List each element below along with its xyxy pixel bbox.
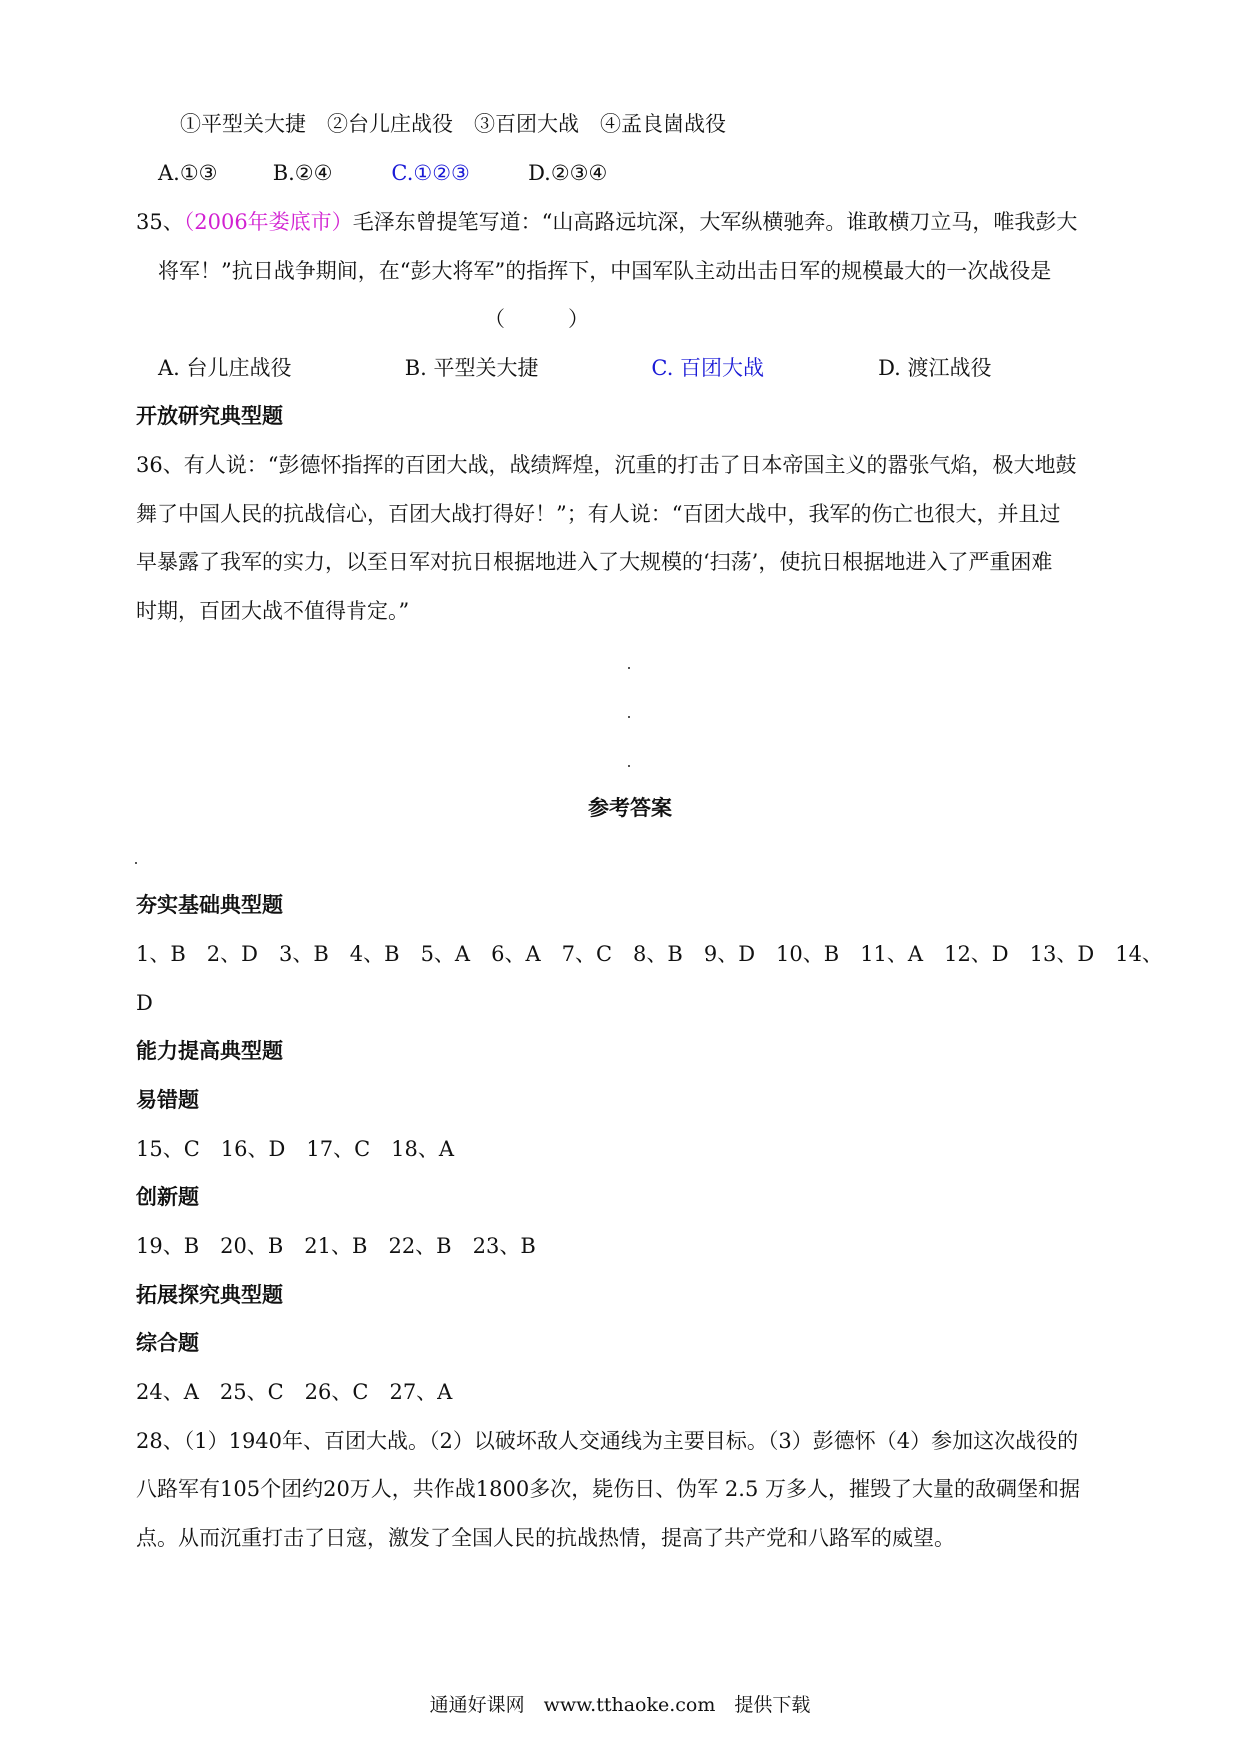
error-answers: 15、C 16、D 17、C 18、A	[136, 1137, 455, 1161]
q36-line1: 36、有人说：“彭德怀指挥的百团大战，战绩辉煌，沉重的打击了日本帝国主义的嚣张气焰，极大地鼓	[136, 453, 1077, 477]
comprehensive-section-title: 综合题	[136, 1330, 199, 1355]
q35-text1: 毛泽东曾提笔写道：“山高路远坑深，大军纵横驰奔。谁敢横刀立马，唯我彭大	[352, 210, 1078, 234]
scan-dot	[628, 716, 630, 718]
q35-source: （2006年娄底市）	[183, 210, 353, 234]
q35-option-b: B. 平型关大捷	[404, 356, 539, 380]
q35-line1	[136, 207, 1077, 237]
ability-section-title: 能力提高典型题	[136, 1038, 283, 1063]
innovate-answers: 19、B 20、B 21、B 22、B 23、B	[136, 1234, 536, 1258]
q35-number: 35、	[136, 210, 184, 234]
basic-section-title: 夯实基础典型题	[136, 892, 283, 917]
q28-line1: 28、（1）1940年、百团大战。（2）以破坏敌人交通线为主要目标。（3）彭德怀（4）参加这次战役的	[136, 1429, 1079, 1453]
q35-line2: 将军！”抗日战争期间，在“彭大将军”的指挥下，中国军队主动出击日军的规模最大的一次战役是	[158, 259, 1052, 283]
q36-line2: 舞了中国人民的抗战信心，百团大战打得好！”；有人说：“百团大战中，我军的伤亡也很大，并且过	[136, 502, 1061, 526]
q34-option-a: A.①③	[158, 161, 218, 185]
comprehensive-answers: 24、A 25、C 26、C 27、A	[136, 1380, 453, 1404]
scan-dot	[135, 862, 137, 864]
q34-option-b: B.②④	[272, 161, 333, 185]
scan-dot	[628, 667, 630, 669]
basic-answers-line1: 1、B 2、D 3、B 4、B 5、A 6、A 7、C 8、B 9、D 10、B 11、A 12、D 13、D 14、	[136, 942, 1163, 966]
q34-options	[158, 158, 607, 188]
q35-blank: （ ）	[484, 307, 589, 331]
q35-option-d: D. 渡江战役	[878, 356, 992, 380]
innovate-section-title: 创新题	[136, 1184, 199, 1209]
q34-option-d: D.②③④	[528, 161, 608, 185]
q35-option-c: C. 百团大战	[651, 356, 765, 380]
q36-line4: 时期，百团大战不值得肯定。”	[136, 599, 410, 623]
error-section-title: 易错题	[136, 1087, 199, 1112]
q36-line3: 早暴露了我军的实力，以至日军对抗日根据地进入了大规模的‘扫荡’，使抗日根据地进入了严重困难	[136, 550, 1053, 574]
q34-option-c: C.①②③	[391, 161, 470, 185]
q35-options	[158, 353, 992, 383]
q28-line2: 八路军有105个团约20万人，共作战1800多次，毙伤日、伪军 2.5 万多人，摧毁了大量的敌碉堡和据	[136, 1477, 1080, 1501]
section-open-title: 开放研究典型题	[136, 403, 283, 428]
expand-section-title: 拓展探究典型题	[136, 1282, 283, 1307]
basic-answers-line2: D	[136, 991, 153, 1015]
footer-credit: 通通好课网 www.tthaoke.com 提供下载	[429, 1694, 811, 1716]
scan-dot	[628, 765, 630, 767]
q34-items: ①平型关大捷 ②台儿庄战役 ③百团大战 ④孟良崮战役	[180, 112, 726, 136]
q35-option-a: A. 台儿庄战役	[158, 356, 292, 380]
answers-title: 参考答案	[588, 795, 672, 820]
q28-line3: 点。从而沉重打击了日寇，激发了全国人民的抗战热情，提高了共产党和八路军的威望。	[136, 1526, 955, 1550]
